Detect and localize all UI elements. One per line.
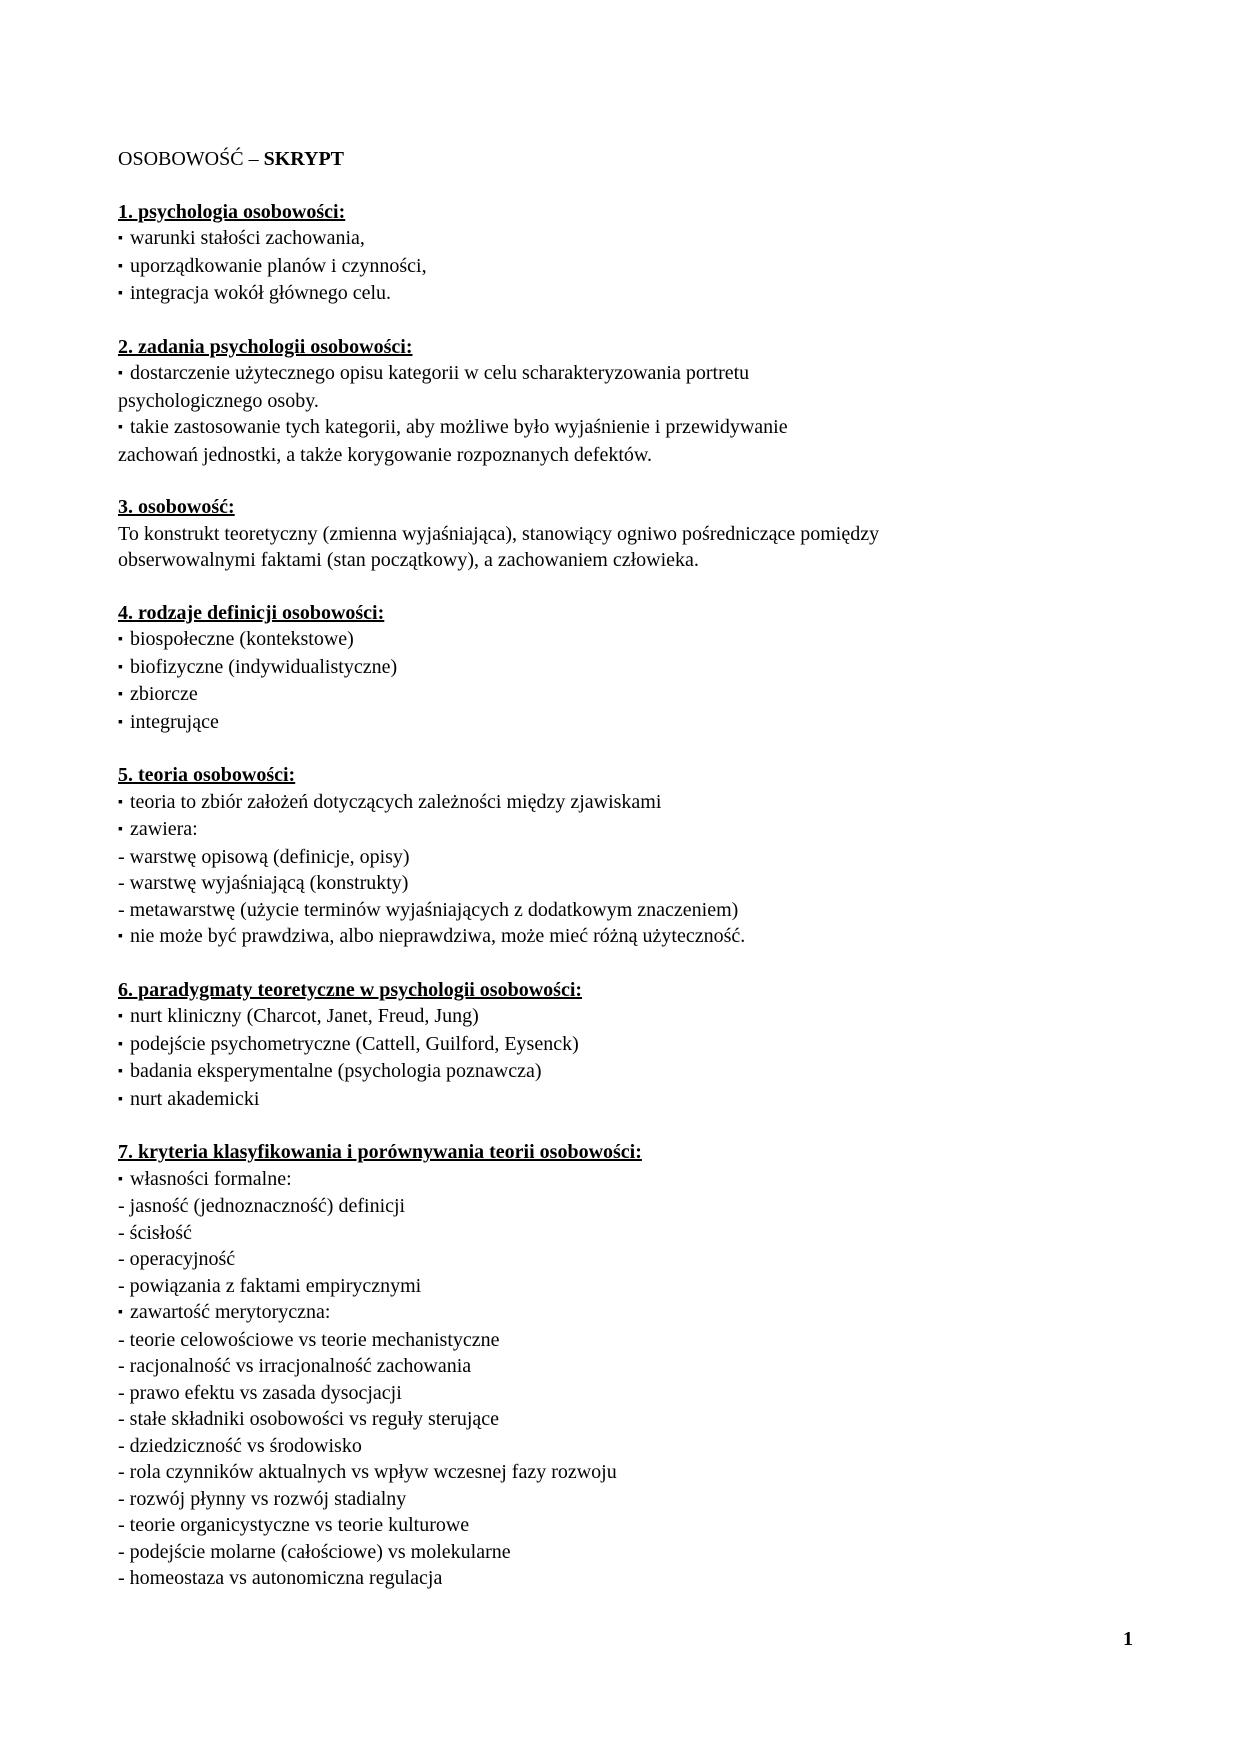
list-item: ▪ badania eksperymentalne (psychologia poznawcza) — [118, 1058, 1118, 1086]
section-heading: 3. osobowość: — [118, 496, 235, 518]
list-item: ▪ warunki stałości zachowania, — [118, 225, 1118, 253]
section-heading: 7. kryteria klasyfikowania i porównywania teorii osobowości: — [118, 1141, 642, 1163]
list-item: ▪ uporządkowanie planów i czynności, — [118, 253, 1118, 281]
section-6 — [118, 977, 1118, 1114]
list-item: - ścisłość — [118, 1220, 1118, 1247]
list-item: ▪ biospołeczne (kontekstowe) — [118, 626, 1118, 654]
page-number: 1 — [1123, 1628, 1133, 1650]
list-item: ▪ teoria to zbiór założeń dotyczących zależności między zjawiskami — [118, 789, 1118, 817]
list-item: - rola czynników aktualnych vs wpływ wczesnej fazy rozwoju — [118, 1459, 1118, 1486]
list-item: - podejście molarne (całościowe) vs molekularne — [118, 1539, 1118, 1566]
list-item: ▪ własności formalne: — [118, 1166, 1118, 1194]
section-heading: 1. psychologia osobowości: — [118, 200, 346, 223]
list-item: ▪ zawartość merytoryczna: — [118, 1299, 1118, 1327]
document-content — [118, 146, 1118, 1618]
title-normal: OSOBOWOŚĆ – — [118, 148, 264, 170]
document-title — [118, 146, 1118, 173]
list-item: - stałe składniki osobowości vs reguły sterujące — [118, 1406, 1118, 1433]
list-item: - operacyjność — [118, 1246, 1118, 1273]
section-7 — [118, 1139, 1118, 1592]
list-item: - prawo efektu vs zasada dysocjacji — [118, 1380, 1118, 1407]
list-item-continuation: zachowań jednostki, a także korygowanie rozpoznanych defektów. — [118, 443, 653, 466]
paragraph-line: obserwowalnymi faktami (stan początkowy), a zachowaniem człowieka. — [118, 549, 699, 571]
list-item: ▪ zawiera: — [118, 816, 1118, 844]
list-item: - rozwój płynny vs rozwój stadialny — [118, 1486, 1118, 1513]
list-item: - metawarstwę (użycie terminów wyjaśniających z dodatkowym znaczeniem) — [118, 897, 1118, 924]
list-item: - warstwę wyjaśniającą (konstrukty) — [118, 870, 1118, 897]
section-5 — [118, 762, 1118, 951]
list-item: - powiązania z faktami empirycznymi — [118, 1273, 1118, 1300]
list-item: ▪ takie zastosowanie tych kategorii, aby możliwe było wyjaśnienie i przewidywanie — [118, 414, 1118, 442]
section-2 — [118, 334, 1118, 469]
section-heading: 6. paradygmaty teoretyczne w psychologii osobowości: — [118, 978, 583, 1001]
section-heading: 4. rodzaje definicji osobowości: — [118, 601, 385, 624]
list-item: ▪ dostarczenie użytecznego opisu kategorii w celu scharakteryzowania portretu — [118, 360, 1118, 388]
list-item: ▪ biofizyczne (indywidualistyczne) — [118, 654, 1118, 682]
section-heading: 2. zadania psychologii osobowości: — [118, 335, 413, 358]
list-item: - warstwę opisową (definicje, opisy) — [118, 844, 1118, 871]
paragraph-line: To konstrukt teoretyczny (zmienna wyjaśniająca), stanowiący ogniwo pośredniczące pomiędzy — [118, 522, 880, 545]
list-item: ▪ nie może być prawdziwa, albo nieprawdziwa, może mieć różną użyteczność. — [118, 923, 1118, 951]
list-item: - teorie organicystyczne vs teorie kulturowe — [118, 1512, 1118, 1539]
list-item: ▪ zbiorcze — [118, 681, 1118, 709]
list-item: - dziedziczność vs środowisko — [118, 1433, 1118, 1460]
list-item: ▪ integrujące — [118, 709, 1118, 737]
title-bold: SKRYPT — [263, 148, 344, 170]
section-heading: 5. teoria osobowości: — [118, 764, 296, 786]
list-item: ▪ integracja wokół głównego celu. — [118, 280, 1118, 308]
list-item: - teorie celowościowe vs teorie mechanistyczne — [118, 1327, 1118, 1354]
list-item: - homeostaza vs autonomiczna regulacja — [118, 1565, 1118, 1592]
section-3 — [118, 494, 1118, 574]
list-item: - jasność (jednoznaczność) definicji — [118, 1193, 1118, 1220]
list-item: ▪ podejście psychometryczne (Cattell, Guilford, Eysenck) — [118, 1031, 1118, 1059]
list-item: ▪ nurt akademicki — [118, 1086, 1118, 1114]
section-1 — [118, 199, 1118, 308]
list-item-continuation: psychologicznego osoby. — [118, 389, 319, 412]
list-item: ▪ nurt kliniczny (Charcot, Janet, Freud, Jung) — [118, 1003, 1118, 1031]
section-4 — [118, 600, 1118, 737]
list-item: - racjonalność vs irracjonalność zachowania — [118, 1353, 1118, 1380]
